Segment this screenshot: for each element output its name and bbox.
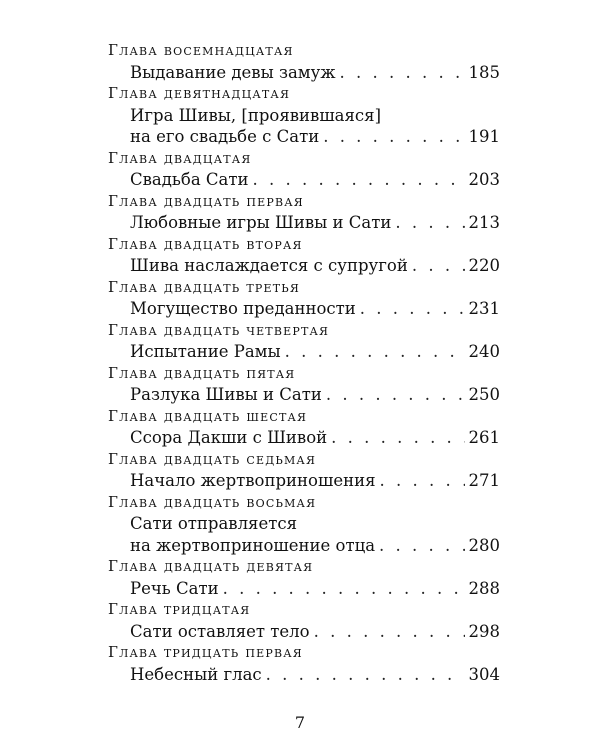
page-ref: 304 bbox=[468, 664, 500, 684]
chapter-title: Разлука Шивы и Сати bbox=[130, 385, 322, 404]
page-number: 7 bbox=[294, 713, 306, 732]
chapter-title: Небесный глас bbox=[130, 664, 262, 684]
chapter-heading: Глава двадцать третья bbox=[108, 277, 300, 296]
chapter-heading: Глава двадцать девятая bbox=[108, 557, 314, 575]
chapter-title: Могущество преданности bbox=[130, 299, 356, 318]
page-ref: 203 bbox=[468, 170, 500, 189]
page-ref: 231 bbox=[468, 299, 500, 318]
chapter-heading: Глава девятнадцатая bbox=[108, 84, 291, 102]
chapter-title: Игра Шивы, [проявившаяся] bbox=[130, 105, 382, 125]
page-ref: 191 bbox=[468, 127, 500, 146]
toc-row bbox=[108, 62, 500, 84]
dot-leader bbox=[223, 578, 465, 600]
chapter-title: Сати оставляет тело bbox=[130, 621, 310, 641]
page-ref: 185 bbox=[468, 62, 500, 82]
chapter-heading: Глава двадцать первая bbox=[108, 191, 304, 210]
toc-entry bbox=[108, 642, 500, 685]
chapter-heading: Глава двадцать пятая bbox=[108, 363, 296, 382]
toc-row bbox=[108, 298, 500, 320]
chapter-heading: Глава тридцать первая bbox=[108, 643, 303, 661]
chapter-title: Шива наслаждается с супругой bbox=[130, 256, 408, 275]
page-ref: 298 bbox=[468, 621, 500, 641]
toc-entry bbox=[108, 492, 500, 557]
dot-leader bbox=[379, 535, 464, 557]
chapter-title: на жертвоприношение отца bbox=[130, 535, 376, 555]
toc-entry bbox=[108, 83, 500, 148]
page-ref: 261 bbox=[468, 428, 500, 447]
page-ref: 288 bbox=[468, 578, 500, 598]
toc-entry bbox=[108, 40, 500, 83]
chapter-title: Выдавание девы замуж bbox=[130, 62, 336, 82]
chapter-heading: Глава двадцать восьмая bbox=[108, 492, 317, 511]
page-ref: 280 bbox=[468, 535, 500, 555]
chapter-heading: Глава восемнадцатая bbox=[108, 41, 294, 59]
chapter-title: Любовные игры Шивы и Сати bbox=[130, 213, 392, 232]
chapter-title: Ссора Дакши с Шивой bbox=[130, 428, 328, 447]
chapter-heading: Глава двадцать вторая bbox=[108, 234, 303, 253]
toc-row bbox=[108, 578, 500, 600]
toc-entry bbox=[108, 277, 500, 320]
toc-row bbox=[108, 384, 500, 406]
dot-leader bbox=[266, 664, 465, 686]
dot-leader bbox=[323, 126, 464, 148]
toc-row bbox=[108, 427, 500, 449]
toc-entry bbox=[108, 234, 500, 277]
dot-leader bbox=[253, 169, 465, 191]
chapter-heading: Глава двадцать шестая bbox=[108, 406, 308, 425]
chapter-title: Начало жертвоприношения bbox=[130, 471, 376, 490]
toc-entry bbox=[108, 148, 500, 191]
dot-leader bbox=[395, 212, 464, 234]
chapter-title: Испытание Рамы bbox=[130, 342, 281, 361]
chapter-heading: Глава двадцать седьмая bbox=[108, 449, 317, 468]
page-ref: 240 bbox=[468, 342, 500, 361]
toc-entry bbox=[108, 556, 500, 599]
dot-leader bbox=[314, 621, 465, 643]
dot-leader bbox=[380, 470, 465, 492]
dot-leader bbox=[285, 341, 465, 363]
toc-row bbox=[108, 621, 500, 643]
toc-row bbox=[108, 664, 500, 686]
toc-entry bbox=[108, 191, 500, 234]
chapter-title: Сати отправляется bbox=[130, 514, 298, 533]
toc-row bbox=[108, 535, 500, 557]
toc-row bbox=[108, 126, 500, 148]
toc-entry bbox=[108, 363, 500, 406]
toc-row bbox=[108, 255, 500, 277]
toc-entry bbox=[108, 599, 500, 642]
dot-leader bbox=[360, 298, 465, 320]
toc-row bbox=[108, 470, 500, 492]
page-ref: 250 bbox=[468, 385, 500, 404]
toc-row bbox=[108, 212, 500, 234]
chapter-title: Свадьба Сати bbox=[130, 170, 249, 189]
chapter-heading: Глава двадцатая bbox=[108, 148, 252, 167]
toc-entry bbox=[108, 406, 500, 449]
dot-leader bbox=[331, 427, 464, 449]
toc-row bbox=[108, 341, 500, 363]
page-ref: 220 bbox=[468, 256, 500, 275]
table-of-contents bbox=[108, 40, 500, 685]
toc-row bbox=[108, 169, 500, 191]
dot-leader bbox=[340, 62, 465, 84]
dot-leader bbox=[412, 255, 465, 277]
chapter-heading: Глава тридцатая bbox=[108, 600, 251, 618]
page-ref: 213 bbox=[468, 213, 500, 232]
toc-entry bbox=[108, 320, 500, 363]
chapter-title: на его свадьбе с Сати bbox=[130, 127, 320, 146]
page-ref: 271 bbox=[468, 471, 500, 490]
chapter-heading: Глава двадцать четвертая bbox=[108, 320, 330, 339]
chapter-title: Речь Сати bbox=[130, 578, 219, 598]
dot-leader bbox=[326, 384, 465, 406]
toc-entry bbox=[108, 449, 500, 492]
